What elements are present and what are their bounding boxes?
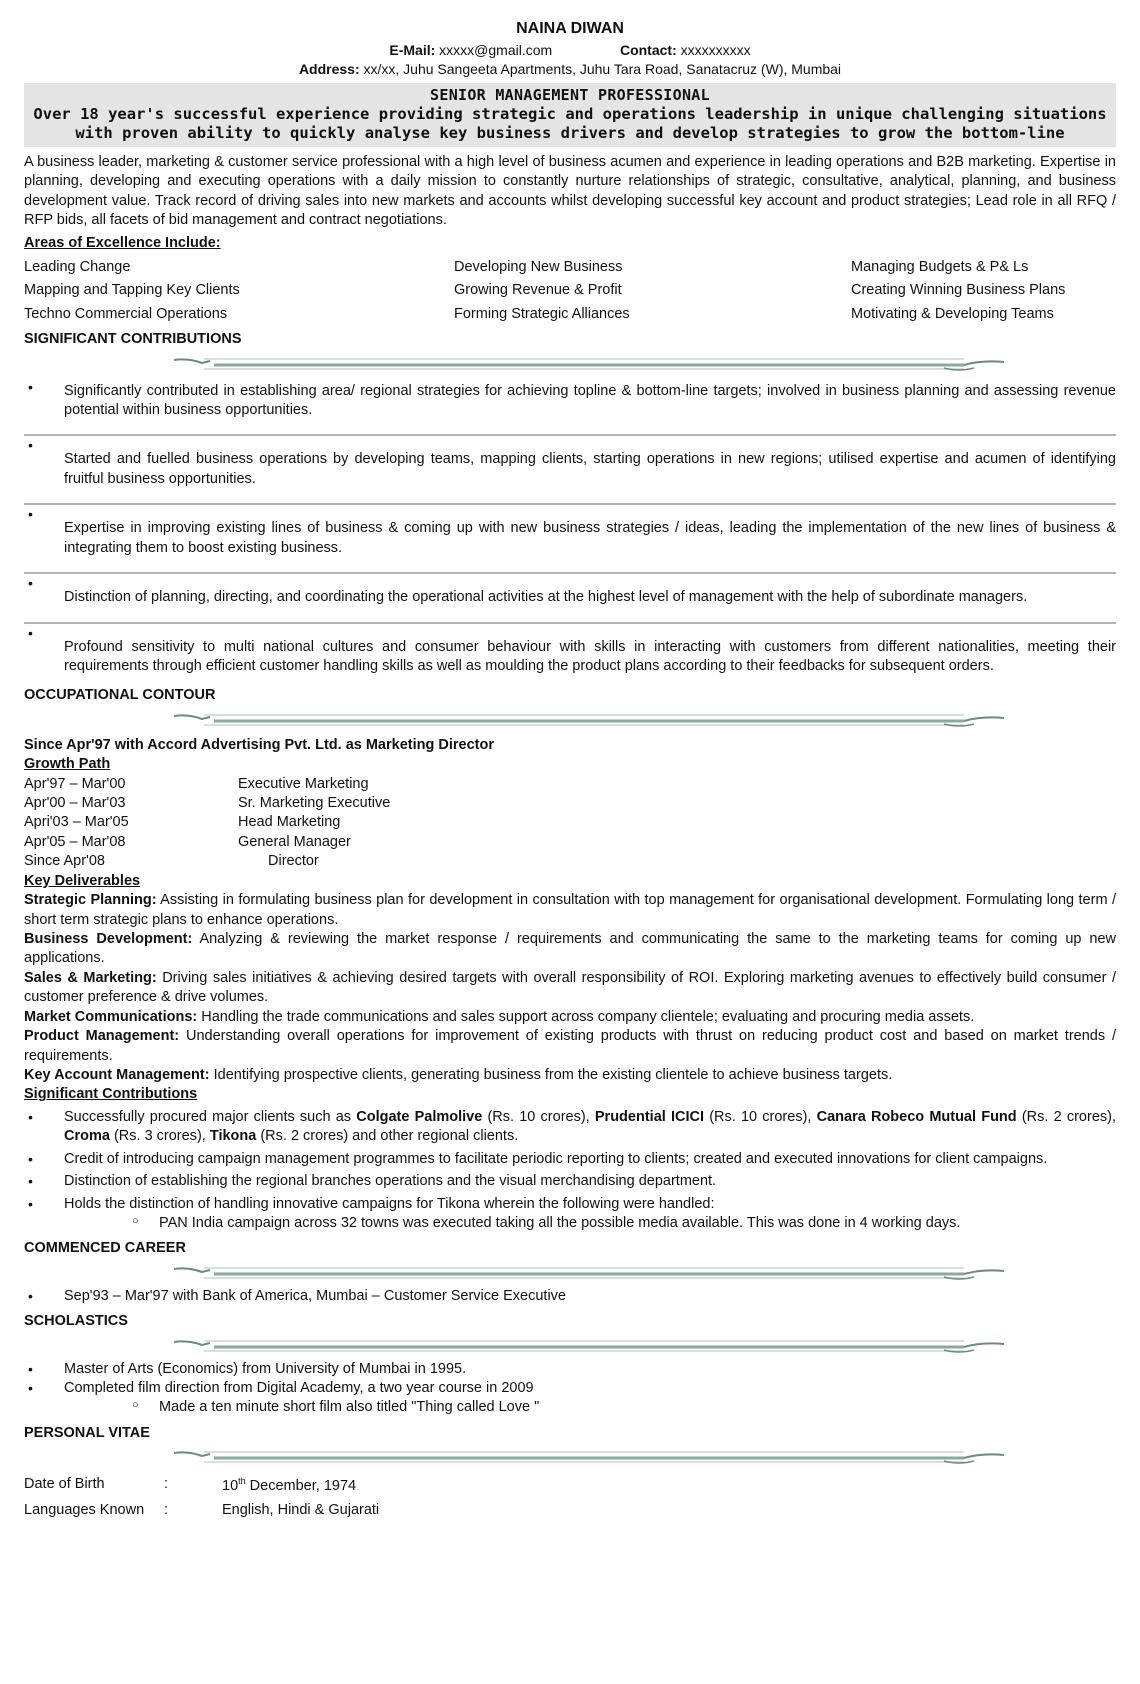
list-item: • Master of Arts (Economics) from University of Mumbai in 1995. [24, 1360, 1116, 1379]
list-item: • Credit of introducing campaign management programmes to facilitate periodic reporting to clients; created and executed innovations for client campaigns. [24, 1150, 1116, 1169]
growth-period: Apri'03 – Mar'05 [24, 814, 129, 831]
section-heading-commenced: COMMENCED CAREER [24, 1240, 186, 1257]
growth-role: Executive Marketing [238, 775, 369, 792]
growth-period: Apr'97 – Mar'00 [24, 775, 126, 792]
client-name: Croma [64, 1128, 110, 1145]
colon: : [164, 1476, 169, 1493]
dob-suffix: th [238, 1476, 246, 1487]
client-name: Canara Robeco Mutual Fund [816, 1108, 1017, 1125]
area-item: Developing New Business [454, 258, 623, 275]
section-heading-significant: SIGNIFICANT CONTRIBUTIONS [24, 331, 242, 348]
growth-role: Head Marketing [238, 814, 341, 831]
role-tagline: Over 18 year's successful experience providing strategic and operations leadership in unique challenging situations with proven ability to quickly analyse key business drivers and develop strategies to grow the bottom-line [33, 105, 1107, 143]
contrib-text: (Rs. 2 crores), [1016, 1108, 1116, 1125]
contact-line [24, 41, 1116, 60]
ornamental-divider [24, 1261, 1116, 1283]
deliverable-label: Sales & Marketing: [24, 969, 157, 986]
section-heading-personal: PERSONAL VITAE [24, 1424, 150, 1441]
deliverables-heading: Key Deliverables [24, 872, 141, 889]
job-title: Since Apr'97 with Accord Advertising Pvt. Ltd. as Marketing Director [24, 736, 494, 753]
role-title: SENIOR MANAGEMENT PROFESSIONAL [430, 85, 710, 104]
list-item [24, 1108, 1116, 1147]
address-line [24, 60, 1116, 79]
growth-role: General Manager [238, 833, 351, 850]
area-item: Mapping and Tapping Key Clients [24, 282, 240, 299]
deliverable-text: Assisting in formulating business plan for development in consultation with top management for organisational development. Formulating long term / short term strategic plans to enhance operations. [24, 892, 1116, 928]
list-item: • Expertise in improving existing lines of business & coming up with new business strategies / ideas, leading the implementation of the new lines of business & integrating them to boost existing business. [24, 505, 1116, 574]
deliverable-label: Market Communications: [24, 1008, 198, 1025]
growth-period: Apr'00 – Mar'03 [24, 795, 126, 812]
area-item: Creating Winning Business Plans [851, 282, 1066, 299]
deliverable-item [24, 1066, 1116, 1085]
growth-period: Since Apr'08 [24, 853, 105, 870]
personal-details [24, 1475, 1116, 1520]
contrib-text: (Rs. 10 crores), [482, 1108, 595, 1125]
contrib-text: (Rs. 10 crores), [704, 1108, 817, 1125]
deliverable-item [24, 1008, 1116, 1027]
profile-summary: A business leader, marketing & customer service professional with a high level of business acumen and experience in leading operations and B2B marketing. Expertise in planning, developing and executing operations with a daily mission to constantly nurture relationships of strategic, consultative, analytical, planning, and business development value. Track record of driving sales into new markets and accounts whilst developing successful key account and product strategies; Lead role in all RFQ / RFP bids, all facets of bid management and contract negotiations. [24, 153, 1116, 229]
section-heading-occupational: OCCUPATIONAL CONTOUR [24, 687, 216, 704]
dob-rest: December, 1974 [245, 1478, 357, 1495]
list-item: • Profound sensitivity to multi national cultures and consumer behaviour with skills in interacting with customers from different nationalities, meeting their requirements through efficient customer handling skills as well as moulding the product plans according to their feedbacks for subsequent orders. [24, 624, 1116, 681]
contrib-text: (Rs. 2 crores) and other regional clients. [256, 1128, 519, 1145]
list-item: • Distinction of planning, directing, and coordinating the operational activities at the highest level of management with the help of subordinate managers. [24, 574, 1116, 623]
contrib-text: Successfully procured major clients such as [64, 1108, 357, 1125]
area-item: Managing Budgets & P& Ls [851, 258, 1029, 275]
deliverable-item [24, 930, 1116, 969]
deliverable-label: Key Account Management: [24, 1066, 210, 1083]
title-box [24, 83, 1116, 147]
areas-grid [24, 258, 1116, 324]
area-item: Techno Commercial Operations [24, 305, 228, 322]
area-item: Motivating & Developing Teams [851, 305, 1054, 322]
email-label: E-Mail: [389, 42, 436, 59]
ornamental-divider [24, 352, 1116, 374]
sub-list-item: ○ PAN India campaign across 32 towns was executed taking all the possible media available. This was done in 4 working days. [24, 1214, 1116, 1233]
list-item: • Holds the distinction of handling innovative campaigns for Tikona wherein the following were handled: [24, 1195, 1116, 1214]
commenced-list [24, 1287, 1116, 1306]
deliverable-label: Business Development: [24, 931, 193, 948]
contributions-list [24, 1108, 1116, 1214]
growth-role: Sr. Marketing Executive [238, 795, 391, 812]
ornamental-divider [24, 708, 1116, 730]
area-item: Growing Revenue & Profit [454, 282, 622, 299]
deliverable-label: Product Management: [24, 1028, 180, 1045]
client-name: Tikona [209, 1128, 257, 1145]
list-item: • Significantly contributed in establishing area/ regional strategies for achieving topline & bottom-line targets; involved in business planning and assessing revenue potential within business opportunities. [24, 378, 1116, 437]
deliverable-text: Handling the trade communications and sales support across company clientele; evaluating and procuring media assets. [197, 1008, 975, 1025]
dob-day: 10 [222, 1478, 239, 1495]
growth-role: Director [268, 853, 319, 870]
address-value: xx/xx, Juhu Sangeeta Apartments, Juhu Tara Road, Sanatacruz (W), Mumbai [363, 61, 842, 78]
list-item: • Started and fuelled business operations by developing teams, mapping clients, starting operations in new regions; utilised expertise and acumen of identifying fruitful business opportunities. [24, 436, 1116, 505]
address-label: Address: [298, 61, 360, 78]
dob-value [222, 1475, 1116, 1496]
resume-header [24, 18, 1116, 79]
list-item: • Distinction of establishing the regional branches operations and the visual merchandising department. [24, 1172, 1116, 1191]
ornamental-divider [24, 1334, 1116, 1356]
candidate-name: NAINA DIWAN [516, 20, 624, 37]
list-item: • Sep'93 – Mar'97 with Bank of America, Mumbai – Customer Service Executive [24, 1287, 1116, 1306]
significant-list [24, 378, 1116, 681]
deliverable-text: Identifying prospective clients, generating business from the existing clientele to achieve business targets. [209, 1066, 893, 1083]
deliverable-item [24, 891, 1116, 930]
scholastics-list [24, 1360, 1116, 1399]
deliverable-text: Analyzing & reviewing the market response / requirements and communicating the same to the marketing teams for coming up new applications. [24, 931, 1116, 967]
growth-heading: Growth Path [24, 756, 111, 773]
section-heading-scholastics: SCHOLASTICS [24, 1313, 128, 1330]
client-name: Prudential ICICI [594, 1108, 705, 1125]
area-item: Leading Change [24, 258, 131, 275]
deliverable-label: Strategic Planning: [24, 892, 157, 909]
contact-label: Contact: [619, 42, 677, 59]
contributions-heading: Significant Contributions [24, 1086, 198, 1103]
deliverable-text: Driving sales initiatives & achieving desired targets with overall responsibility of ROI. Exploring marketing avenues to effectively build consumer / customer preference & drive volumes. [24, 969, 1116, 1006]
client-name: Colgate Palmolive [356, 1108, 483, 1125]
ornamental-divider [24, 1445, 1116, 1467]
languages-value: English, Hindi & Gujarati [222, 1501, 380, 1518]
deliverable-item [24, 969, 1116, 1008]
deliverable-text: Understanding overall operations for improvement of existing products with thrust on reducing product cost and based on market trends / requirements. [24, 1028, 1117, 1064]
growth-path [24, 775, 1116, 872]
colon: : [164, 1501, 169, 1518]
contact-value: xxxxxxxxxx [680, 42, 751, 59]
sub-list-item: ○ Made a ten minute short film also titled "Thing called Love " [24, 1398, 1116, 1417]
dob-label: Date of Birth [24, 1476, 105, 1493]
contrib-text: (Rs. 3 crores), [109, 1128, 210, 1145]
growth-period: Apr'05 – Mar'08 [24, 833, 126, 850]
deliverables-block [24, 891, 1116, 1085]
area-item: Forming Strategic Alliances [454, 305, 630, 322]
areas-heading: Areas of Excellence Include: [24, 235, 221, 252]
deliverable-item [24, 1027, 1116, 1066]
languages-label: Languages Known [24, 1501, 145, 1518]
list-item: • Completed film direction from Digital Academy, a two year course in 2009 [24, 1379, 1116, 1398]
email-value: xxxxx@gmail.com [439, 42, 553, 59]
